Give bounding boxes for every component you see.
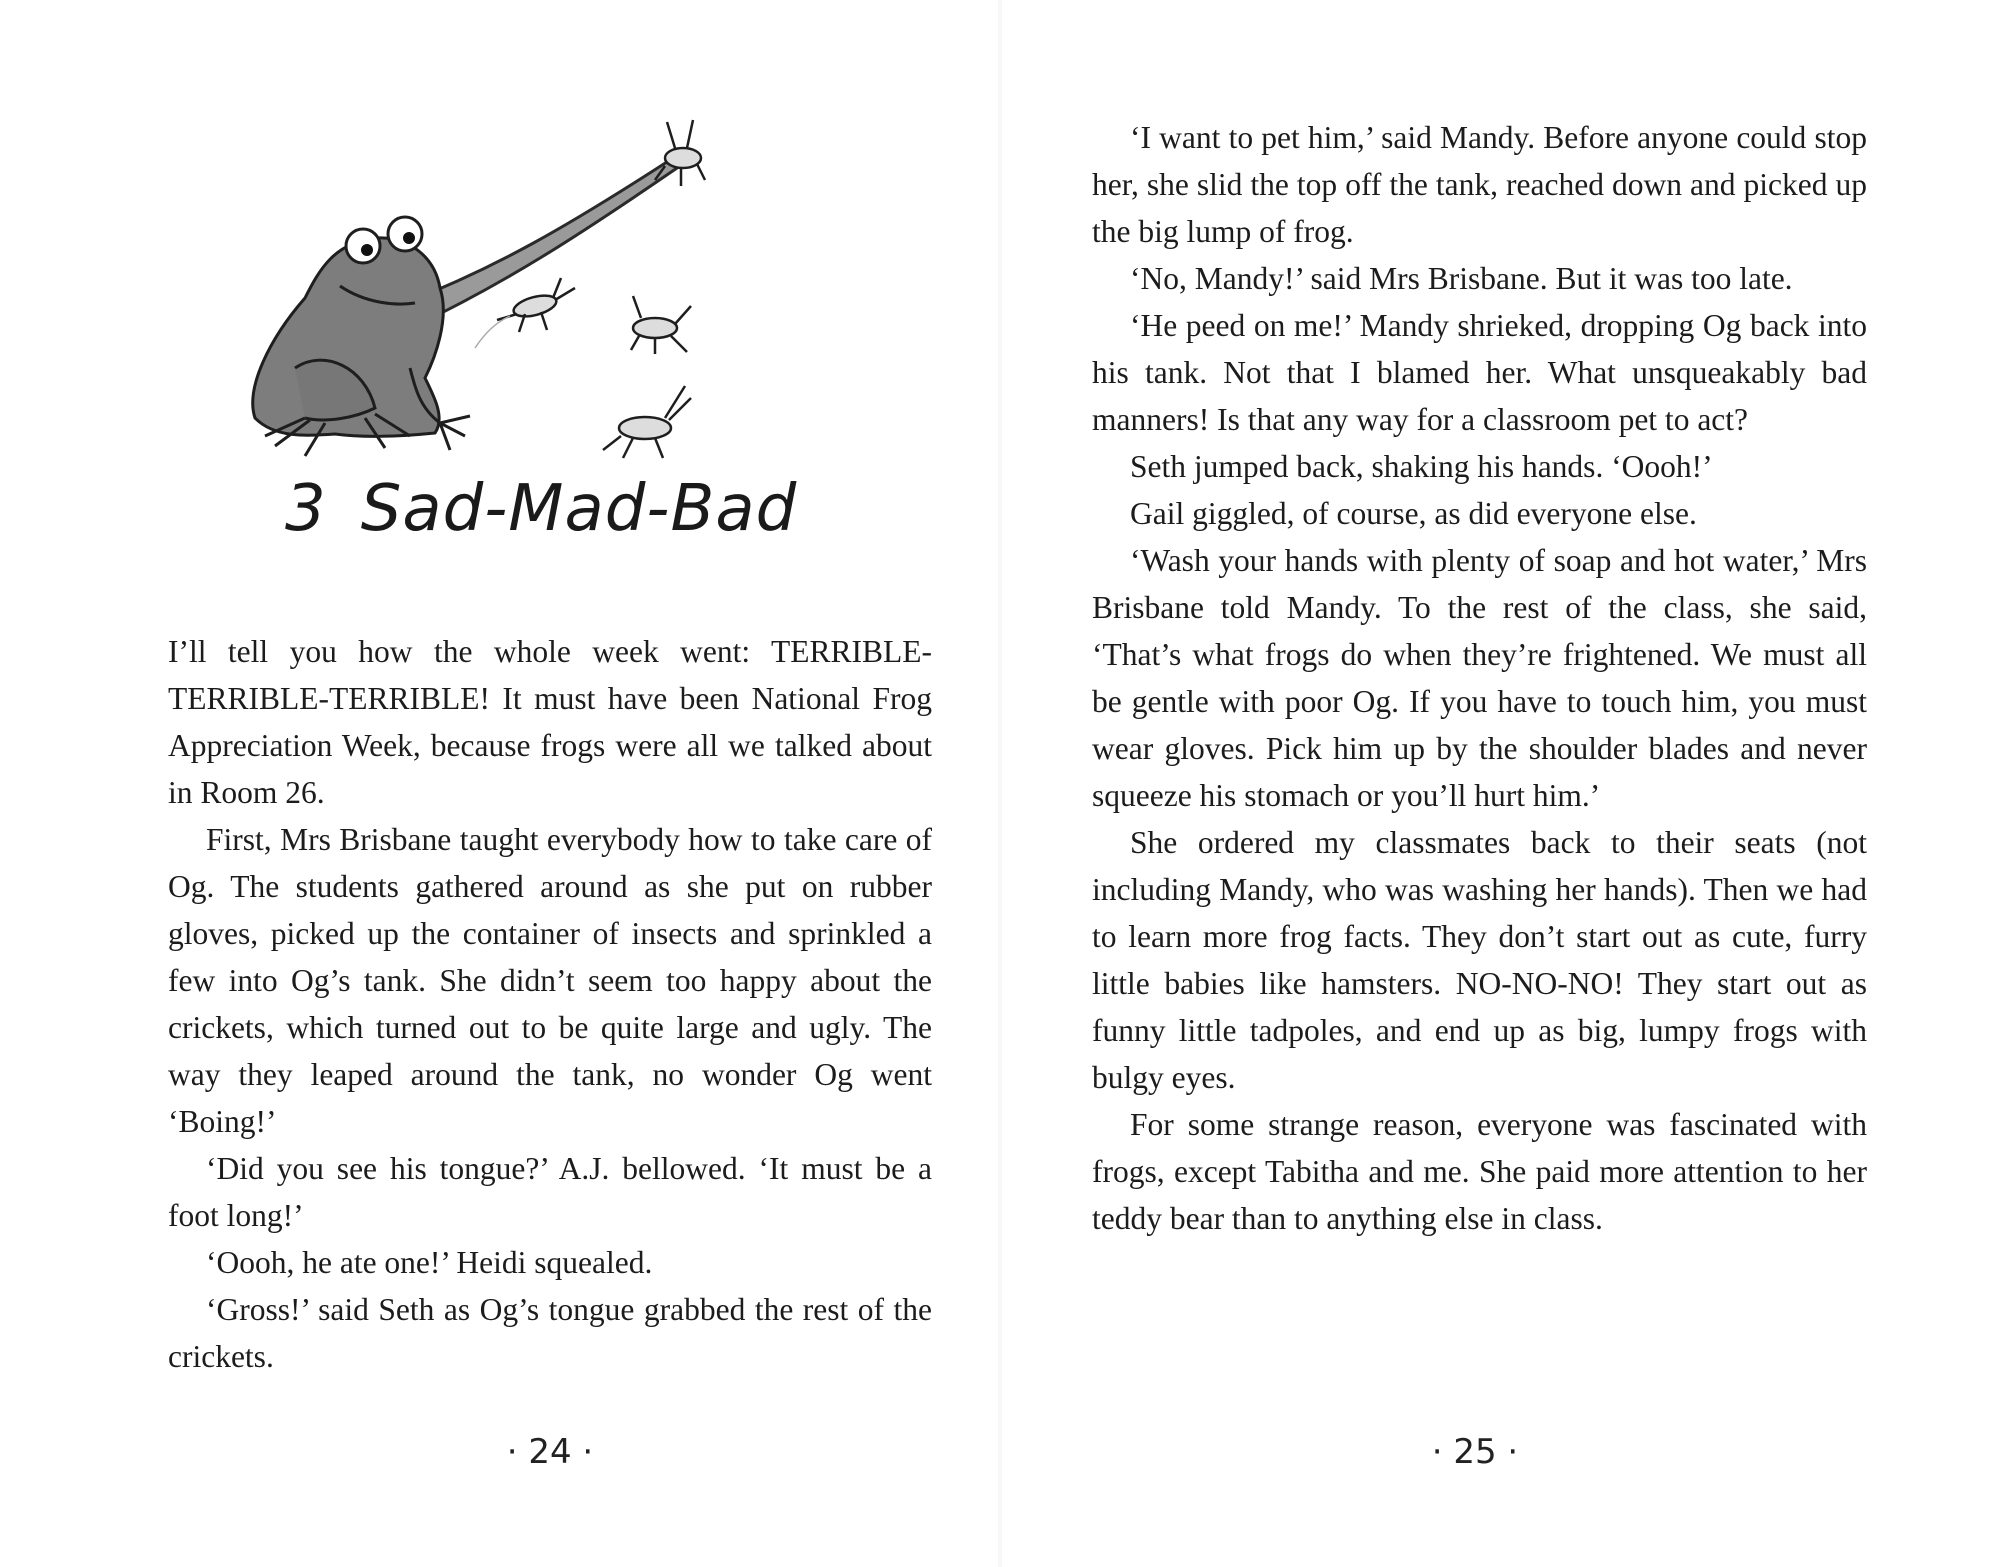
cricket-right-bottom	[603, 386, 691, 458]
chapter-title: Sad-Mad-Bad	[360, 472, 798, 546]
paragraph: She ordered my classmates back to their seats (not including Mandy, who was washing her hands). Then we had to learn more frog facts. They don’t start out as cute, furry little babies like hamsters. NO-NO-NO! They start out as funny little tadpoles, and end up as big, lumpy frogs with bulgy eyes.	[1092, 825, 1867, 1095]
paragraph: ‘Gross!’ said Seth as Og’s tongue grabbed the rest of the crickets.	[168, 1292, 932, 1374]
left-page-text	[168, 628, 932, 1380]
paragraph: First, Mrs Brisbane taught everybody how to take care of Og. The students gathered around as she put on rubber gloves, picked up the container of insects and sprinkled a few into Og’s tank. She didn’t seem too happy about the crickets, which turned out to be quite large and ugly. The way they leaped around the tank, no wonder Og went ‘Boing!’	[168, 822, 932, 1139]
paragraph: I’ll tell you how the whole week went: TERRIBLE-TERRIBLE-TERRIBLE! It must have been National Frog Appreciation Week, because frogs were all we talked about in Room 26.	[168, 634, 932, 810]
paragraph: ‘No, Mandy!’ said Mrs Brisbane. But it was too late.	[1130, 261, 1793, 296]
right-page	[1000, 0, 2000, 1567]
paragraph: ‘Wash your hands with plenty of soap and hot water,’ Mrs Brisbane told Mandy. To the rest of the class, she said, ‘That’s what frogs do when they’re frightened. We must all be gentle with poor Og. If you have to touch him, you must wear gloves. Pick him up by the shoulder blades and never squeeze his stomach or you’ll hurt him.’	[1092, 543, 1867, 813]
page-number-left: · 24 ·	[506, 1432, 594, 1472]
paragraph: Seth jumped back, shaking his hands. ‘Oooh!’	[1130, 449, 1713, 484]
paragraph: ‘He peed on me!’ Mandy shrieked, dropping Og back into his tank. Not that I blamed her. What unsqueakably bad manners! Is that any way for a classroom pet to act?	[1092, 308, 1867, 437]
paragraph: Gail giggled, of course, as did everyone else.	[1130, 496, 1697, 531]
chapter-heading	[285, 472, 885, 572]
paragraph: ‘Did you see his tongue?’ A.J. bellowed. ‘It must be a foot long!’	[168, 1151, 932, 1233]
paragraph: For some strange reason, everyone was fascinated with frogs, except Tabitha and me. She paid more attention to her teddy bear than to anything else in class.	[1092, 1107, 1867, 1236]
chapter-number: 3	[285, 472, 327, 546]
paragraph: ‘Oooh, he ate one!’ Heidi squealed.	[206, 1245, 653, 1280]
right-page-text	[1092, 114, 1867, 1242]
page-number-right: · 25 ·	[1431, 1432, 1519, 1472]
paragraph: ‘I want to pet him,’ said Mandy. Before anyone could stop her, she slid the top off the tank, reached down and picked up the big lump of frog.	[1092, 120, 1867, 249]
cricket-right-top	[631, 296, 691, 354]
frog-catching-crickets-illustration	[235, 118, 875, 473]
